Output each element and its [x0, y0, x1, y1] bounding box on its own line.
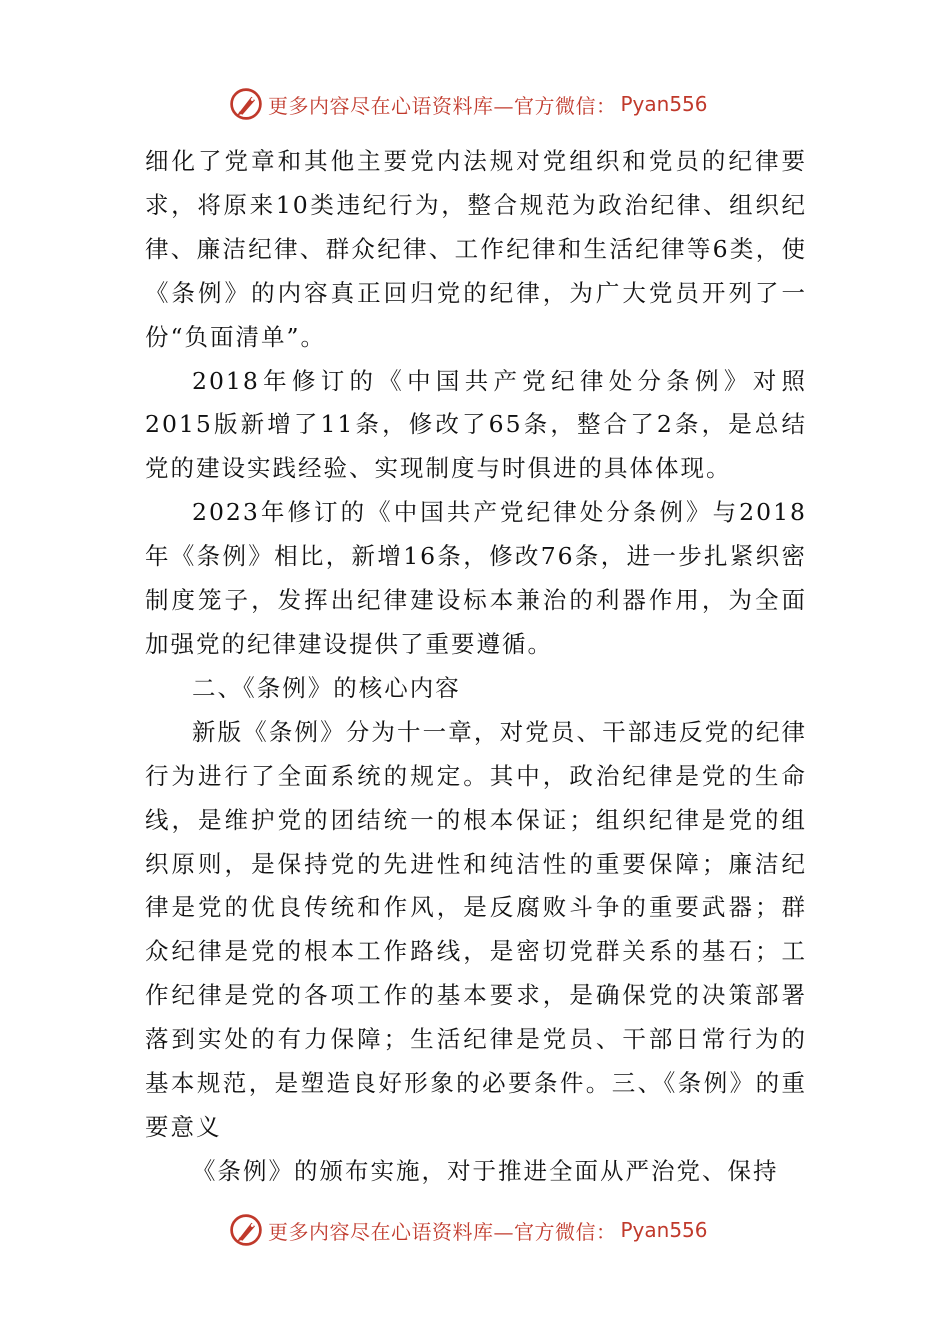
banner-text: 更多内容尽在心语资料库—官方微信：	[268, 93, 617, 118]
header-banner	[0, 84, 950, 124]
paragraph-5: 《条例》的颁布实施，对于推进全面从严治党、保持	[192, 1156, 779, 1185]
paragraph-1: 细化了党章和其他主要党内法规对党组织和党员的纪律要求，将原来10类违纪行为，整合规范为政治纪律、组织纪律、廉洁纪律、群众纪律、工作纪律和生活纪律等6类，使《条例》的内容真正回归党的纪律，为广大党员开列了一份“负面清单”。	[145, 147, 807, 351]
footer-banner	[0, 1210, 950, 1250]
footer-banner-wechat-id: Pyan556	[620, 1218, 708, 1242]
pen-nib-logo-icon	[228, 86, 264, 122]
document-body	[145, 140, 807, 1194]
footer-banner-text: 更多内容尽在心语资料库—官方微信：	[268, 1219, 617, 1244]
paragraph-2: 2018年修订的《中国共产党纪律处分条例》对照2015版新增了11条，修改了65条，整合了2条，是总结党的建设实践经验、实现制度与时俱进的具体体现。	[145, 366, 807, 483]
section-heading-2: 二、《条例》的核心内容	[192, 673, 461, 702]
paragraph-3: 2023年修订的《中国共产党纪律处分条例》与2018年《条例》相比，新增16条，修改76条，进一步扎紧织密制度笼子，发挥出纪律建设标本兼治的利器作用，为全面加强党的纪律建设提供了重要遵循。	[145, 498, 807, 658]
pen-nib-logo-icon	[228, 1212, 264, 1248]
footer-banner-content	[228, 1210, 708, 1250]
banner-content	[228, 84, 708, 124]
banner-wechat-id: Pyan556	[620, 92, 708, 116]
paragraph-4: 新版《条例》分为十一章，对党员、干部违反党的纪律行为进行了全面系统的规定。其中，政治纪律是党的生命线，是维护党的团结统一的根本保证；组织纪律是党的组织原则，是保持党的先进性和纯洁性的重要保障；廉洁纪律是党的优良传统和作风，是反腐败斗争的重要武器；群众纪律是党的根本工作路线，是密切党群关系的基石；工作纪律是党的各项工作的基本要求，是确保党的决策部署落到实处的有力保障；生活纪律是党员、干部日常行为的基本规范，是塑造良好形象的必要条件。三、《条例》的重要意义	[145, 717, 807, 1141]
